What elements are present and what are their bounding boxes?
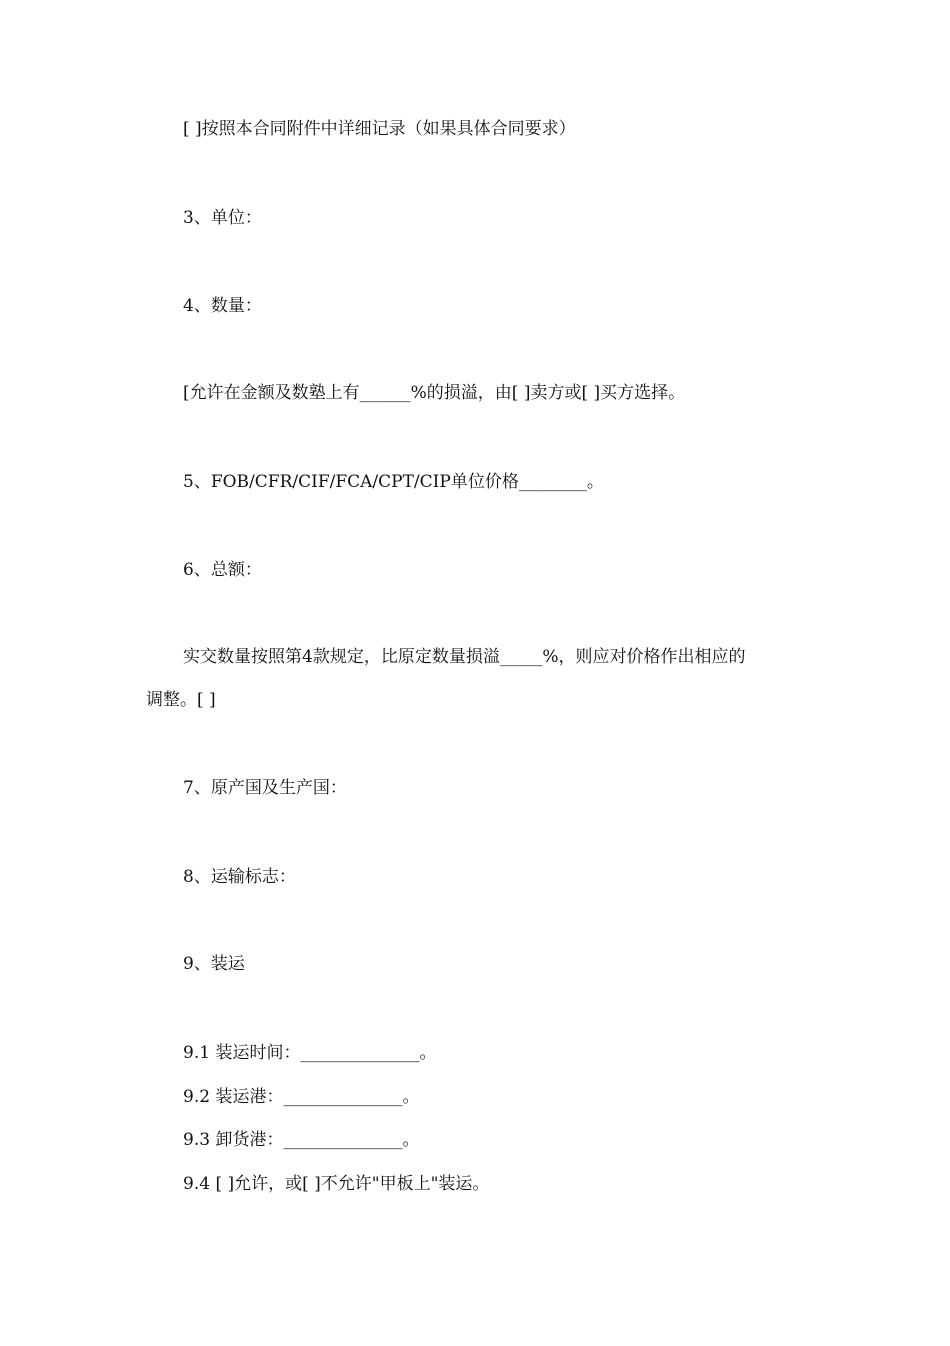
shipping-marks-heading: 8、运输标志： (183, 867, 296, 887)
attachment-detail-clause: [ ]按照本合同附件中详细记录（如果具体合同要求） (183, 119, 576, 139)
loading-port-clause: 9.2 装运港：______________。 (183, 1087, 420, 1107)
unit-price-clause: 5、FOB/CFR/CIF/FCA/CPT/CIP单位价格________。 (183, 472, 604, 492)
quantity-tolerance-clause: [允许在金额及数塾上有______%的损溢，由[ ]卖方或[ ]买方选择。 (183, 383, 686, 403)
price-adjustment-clause-continued: 调整。[ ] (146, 690, 216, 710)
on-deck-shipment-clause: 9.4 [ ]允许，或[ ]不允许"甲板上"装运。 (183, 1174, 490, 1194)
shipment-heading: 9、装运 (183, 954, 245, 974)
discharge-port-clause: 9.3 卸货港：______________。 (183, 1130, 420, 1150)
quantity-heading: 4、数量： (183, 296, 262, 316)
unit-heading: 3、单位： (183, 208, 262, 228)
total-amount-heading: 6、总额： (183, 560, 262, 580)
price-adjustment-clause: 实交数量按照第4款规定，比原定数量损溢_____%，则应对价格作出相应的 (183, 647, 746, 667)
shipment-time-clause: 9.1 装运时间：______________。 (183, 1043, 437, 1063)
origin-heading: 7、原产国及生产国： (183, 778, 347, 798)
